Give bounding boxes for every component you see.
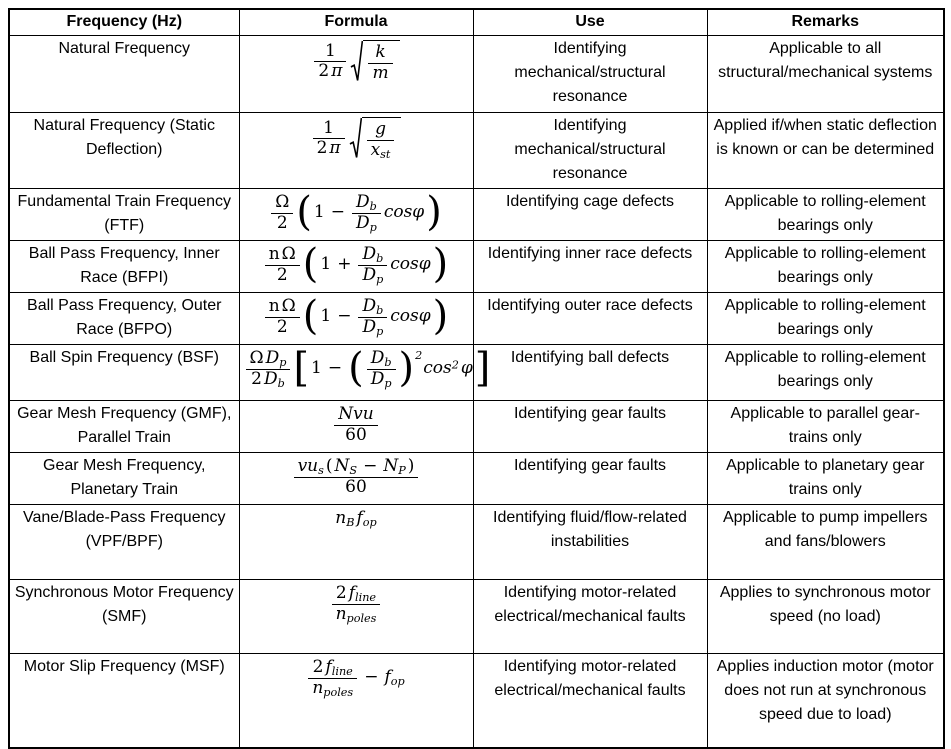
use-cell: Identifying gear faults bbox=[473, 401, 707, 453]
use-cell: Identifying mechanical/structural resonance bbox=[473, 36, 707, 113]
remarks-cell: Applies to synchronous motor speed (no load) bbox=[707, 580, 944, 654]
math-formula: 2 $f_{line}$ $n_{poles}$ bbox=[330, 584, 383, 624]
header-formula: Formula bbox=[239, 9, 473, 36]
formula-cell bbox=[239, 401, 473, 453]
header-use: Use bbox=[473, 9, 707, 36]
frequency-cell: Gear Mesh Frequency (GMF), Parallel Train bbox=[9, 401, 239, 453]
use-cell: Identifying inner race defects bbox=[473, 241, 707, 293]
use-cell: Identifying motor-related electrical/mechanical faults bbox=[473, 654, 707, 748]
frequency-formula-table bbox=[8, 8, 945, 749]
frequency-cell: Motor Slip Frequency (MSF) bbox=[9, 654, 239, 748]
table-row bbox=[9, 189, 944, 241]
formula-cell bbox=[239, 580, 473, 654]
math-formula: $n_B$ $f_{op}$ bbox=[335, 508, 377, 529]
remarks-cell: Applicable to pump impellers and fans/blowers bbox=[707, 505, 944, 580]
use-cell: Identifying fluid/flow-related instabilities bbox=[473, 505, 707, 580]
frequency-cell: Ball Spin Frequency (BSF) bbox=[9, 345, 239, 401]
radical-sign bbox=[349, 117, 362, 160]
math-formula: Nvu 60 bbox=[332, 405, 379, 445]
table-row bbox=[9, 345, 944, 401]
table-row bbox=[9, 580, 944, 654]
table-body bbox=[9, 36, 944, 748]
frequency-cell: Fundamental Train Frequency (FTF) bbox=[9, 189, 239, 241]
remarks-cell: Applied if/when static deflection is known or can be determined bbox=[707, 113, 944, 189]
header-frequency: Frequency (Hz) bbox=[9, 9, 239, 36]
table-row bbox=[9, 505, 944, 580]
table-row bbox=[9, 401, 944, 453]
remarks-cell: Applicable to all structural/mechanical systems bbox=[707, 36, 944, 113]
table-row bbox=[9, 654, 944, 748]
formula-cell bbox=[239, 189, 473, 241]
remarks-cell: Applicable to rolling-element bearings only bbox=[707, 189, 944, 241]
use-cell: Identifying cage defects bbox=[473, 189, 707, 241]
use-cell: Identifying motor-related electrical/mechanical faults bbox=[473, 580, 707, 654]
header-remarks: Remarks bbox=[707, 9, 944, 36]
table-row bbox=[9, 36, 944, 113]
math-formula: 1 2 π g $x_{st}$ bbox=[311, 117, 402, 160]
table-row bbox=[9, 453, 944, 505]
table-row bbox=[9, 113, 944, 189]
math-formula: Ω $D_p$ 2 $D_b$ [ 1 − ( $D_b$ $D_p$ ) $^2$ $\cos^2$ φ ] bbox=[244, 349, 492, 389]
radical-sign bbox=[350, 40, 363, 83]
math-formula: $vu_s$ ( $N_S$ − $N_P$ ) 60 bbox=[292, 457, 421, 497]
frequency-cell: Natural Frequency bbox=[9, 36, 239, 113]
use-cell: Identifying mechanical/structural resonance bbox=[473, 113, 707, 189]
formula-cell bbox=[239, 453, 473, 505]
remarks-cell: Applicable to rolling-element bearings only bbox=[707, 293, 944, 345]
math-formula: 1 2 π k m bbox=[312, 40, 399, 83]
table-header bbox=[9, 9, 944, 36]
frequency-cell: Natural Frequency (Static Deflection) bbox=[9, 113, 239, 189]
math-formula: 2 $f_{line}$ $n_{poles}$ − $f_{op}$ bbox=[306, 658, 405, 698]
frequency-cell: Gear Mesh Frequency, Planetary Train bbox=[9, 453, 239, 505]
remarks-cell: Applies induction motor (motor does not run at synchronous speed due to load) bbox=[707, 654, 944, 748]
formula-cell bbox=[239, 505, 473, 580]
remarks-cell: Applicable to rolling-element bearings only bbox=[707, 345, 944, 401]
use-cell: Identifying outer race defects bbox=[473, 293, 707, 345]
formula-cell bbox=[239, 113, 473, 189]
table-row bbox=[9, 293, 944, 345]
formula-cell bbox=[239, 654, 473, 748]
header-row bbox=[9, 9, 944, 36]
remarks-cell: Applicable to planetary gear trains only bbox=[707, 453, 944, 505]
table-row bbox=[9, 241, 944, 293]
frequency-cell: Ball Pass Frequency, Inner Race (BFPI) bbox=[9, 241, 239, 293]
frequency-cell: Synchronous Motor Frequency (SMF) bbox=[9, 580, 239, 654]
use-cell: Identifying gear faults bbox=[473, 453, 707, 505]
remarks-cell: Applicable to parallel gear-trains only bbox=[707, 401, 944, 453]
formula-cell bbox=[239, 241, 473, 293]
formula-cell bbox=[239, 36, 473, 113]
formula-cell bbox=[239, 293, 473, 345]
formula-cell bbox=[239, 345, 491, 401]
use-cell: Identifying ball defects bbox=[473, 345, 707, 401]
frequency-cell: Ball Pass Frequency, Outer Race (BFPO) bbox=[9, 293, 239, 345]
math-formula: n Ω 2 ( 1 + $D_b$ $D_p$ cosφ ) bbox=[263, 245, 450, 285]
frequency-cell: Vane/Blade-Pass Frequency (VPF/BPF) bbox=[9, 505, 239, 580]
math-formula: n Ω 2 ( 1 − $D_b$ $D_p$ cosφ ) bbox=[263, 297, 450, 337]
math-formula: Ω 2 ( 1 − $D_b$ $D_p$ cosφ ) bbox=[269, 193, 443, 233]
remarks-cell: Applicable to rolling-element bearings only bbox=[707, 241, 944, 293]
